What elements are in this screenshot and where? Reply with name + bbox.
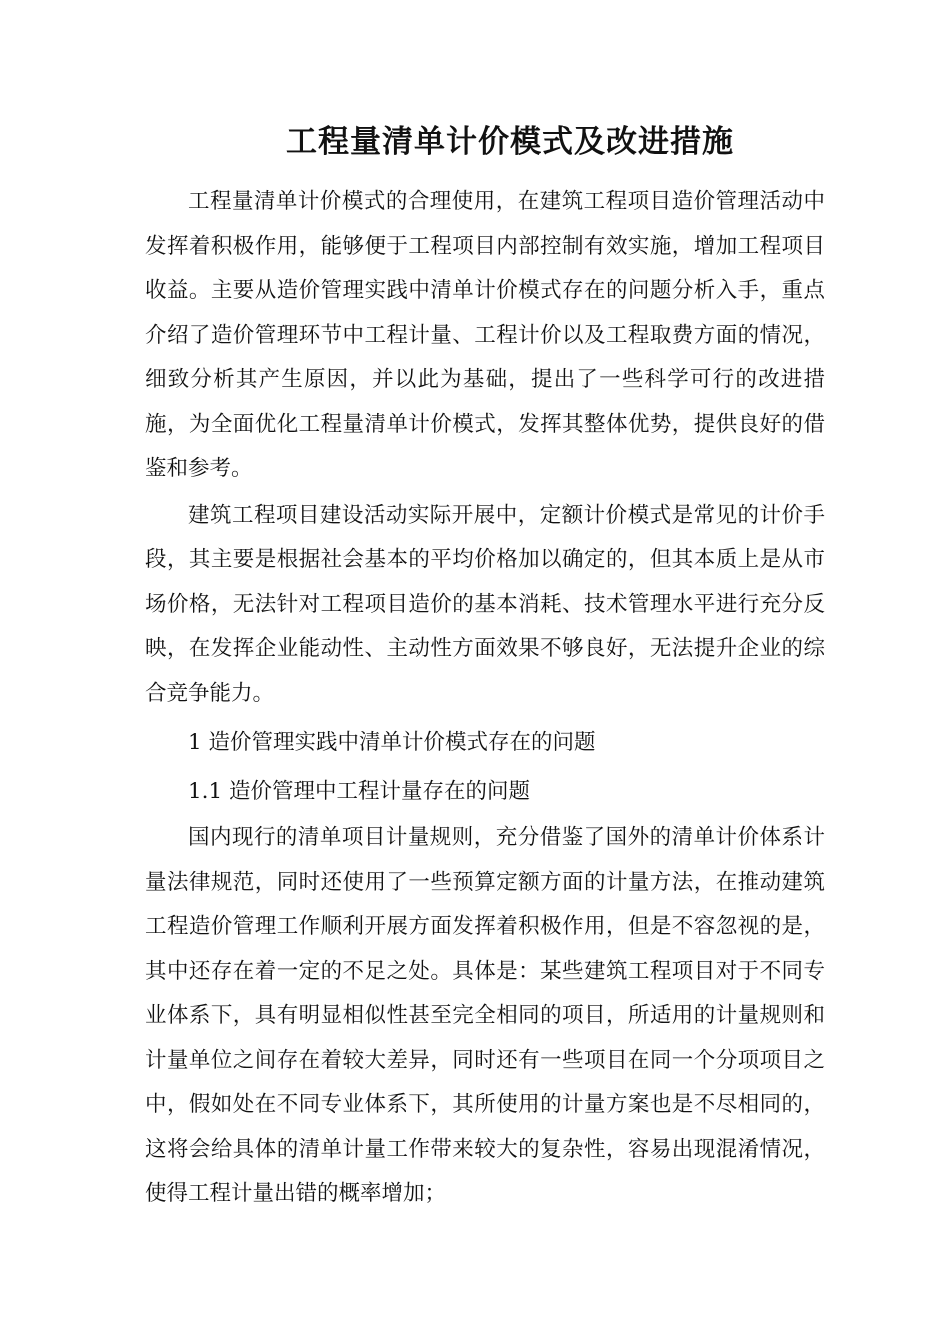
paragraph-introduction: 建筑工程项目建设活动实际开展中，定额计价模式是常见的计价手段，其主要是根据社会基本的平均价格加以确定的，但其本质上是从市场价格，无法针对工程项目造价的基本消耗、技术管理水平进行充分反映，在发挥企业能动性、主动性方面效果不够良好，无法提升企业的综合竞争能力。 — [145, 502, 825, 706]
paragraph-measurement-issues: 国内现行的清单项目计量规则，充分借鉴了国外的清单计价体系计量法律规范，同时还使用了一些预算定额方面的计量方法，在推动建筑工程造价管理工作顺利开展方面发挥着积极作用，但是不容忽视的是，其中还存在着一定的不足之处。具体是：某些建筑工程项目对于不同专业体系下，具有明显相似性甚至完全相同的项目，所适用的计量规则和计量单位之间存在着较大差异，同时还有一些项目在同一个分项项目之中，假如处在不同专业体系下，其所使用的计量方案也是不尽相同的，这将会给具体的清单计量工作带来较大的复杂性，容易出现混淆情况，使得工程计量出错的概率增加； — [145, 825, 825, 1206]
document-title: 工程量清单计价模式及改进措施 — [286, 124, 734, 160]
subsection-heading-1-1: 1.1 造价管理中工程计量存在的问题 — [188, 779, 531, 804]
document-body — [145, 180, 825, 1219]
section-heading-1: 1 造价管理实践中清单计价模式存在的问题 — [188, 730, 596, 755]
paragraph-abstract: 工程量清单计价模式的合理使用，在建筑工程项目造价管理活动中发挥着积极作用，能够便于工程项目内部控制有效实施，增加工程项目收益。主要从造价管理实践中清单计价模式存在的问题分析入手，重点介绍了造价管理环节中工程计量、工程计价以及工程取费方面的情况，细致分析其产生原因，并以此为基础，提出了一些科学可行的改进措施，为全面优化工程量清单计价模式，发挥其整体优势，提供良好的借鉴和参考。 — [145, 189, 825, 481]
